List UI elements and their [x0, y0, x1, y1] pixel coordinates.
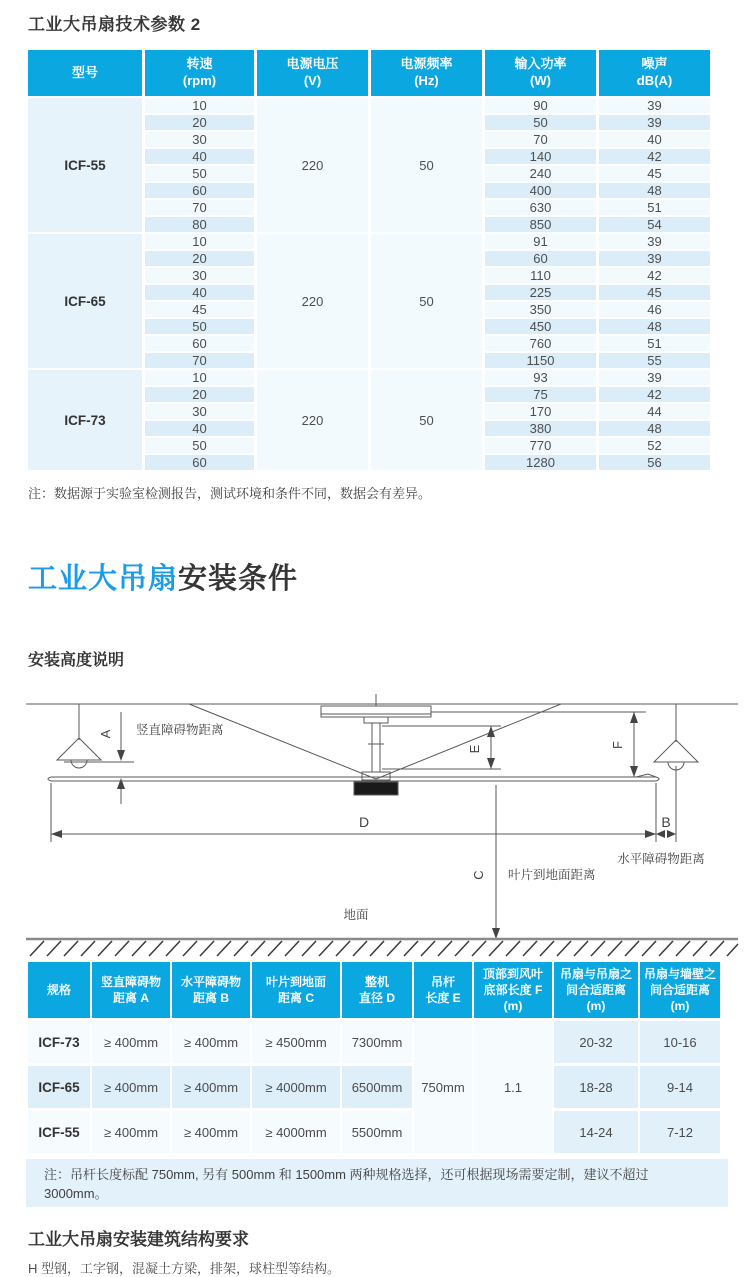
rpm-cell: 70: [145, 200, 254, 215]
input-power-cell: 110: [485, 268, 596, 283]
spec-column-header: 型号: [28, 50, 142, 96]
model-cell: ICF-65: [28, 234, 142, 368]
spec-column-header: 噪声 dB(A): [599, 50, 710, 96]
rpm-cell: 60: [145, 183, 254, 198]
vertical-obstacle-label: 竖直障碍物距离: [136, 723, 224, 737]
vertical-obstacle-cell: ≥ 400mm: [92, 1066, 170, 1108]
technical-parameters-table: [25, 48, 713, 472]
rpm-cell: 30: [145, 132, 254, 147]
installation-conditions-table: [26, 959, 722, 1156]
installation-height-diagram: [24, 682, 740, 959]
fan-to-wall-distance-cell: 7-12: [640, 1111, 720, 1153]
frequency-cell: 50: [371, 98, 482, 232]
fan-to-wall-distance-cell: 10-16: [640, 1021, 720, 1063]
noise-cell: 54: [599, 217, 710, 232]
blade-to-ground-cell: ≥ 4000mm: [252, 1066, 340, 1108]
frequency-cell: 50: [371, 370, 482, 470]
blade-to-ground-cell: ≥ 4500mm: [252, 1021, 340, 1063]
rpm-cell: 40: [145, 149, 254, 164]
install-column-header: 规格: [28, 962, 90, 1018]
page-title: 工业大吊扇技术参数 2: [28, 15, 201, 34]
rpm-cell: 20: [145, 115, 254, 130]
input-power-cell: 93: [485, 370, 596, 385]
rpm-cell: 70: [145, 353, 254, 368]
noise-cell: 42: [599, 387, 710, 402]
install-model-cell: ICF-73: [28, 1021, 90, 1063]
rpm-cell: 10: [145, 98, 254, 113]
rpm-cell: 50: [145, 166, 254, 181]
install-table-row: [28, 1066, 720, 1108]
noise-cell: 42: [599, 149, 710, 164]
input-power-cell: 760: [485, 336, 596, 351]
structure-requirements-body: H 型钢，工字钢，混凝土方梁，排架，球柱型等结构。: [28, 1261, 341, 1276]
noise-cell: 40: [599, 132, 710, 147]
blade-to-ground-cell: ≥ 4000mm: [252, 1111, 340, 1153]
noise-cell: 55: [599, 353, 710, 368]
frequency-cell: 50: [371, 234, 482, 368]
fan-to-fan-distance-cell: 14-24: [554, 1111, 638, 1153]
input-power-cell: 140: [485, 149, 596, 164]
input-power-cell: 1150: [485, 353, 596, 368]
input-power-cell: 400: [485, 183, 596, 198]
dim-label-e: E: [467, 744, 482, 754]
input-power-cell: 70: [485, 132, 596, 147]
rpm-cell: 60: [145, 455, 254, 470]
noise-cell: 42: [599, 268, 710, 283]
install-table-row: [28, 1111, 720, 1153]
rpm-cell: 30: [145, 404, 254, 419]
diameter-cell: 5500mm: [342, 1111, 412, 1153]
noise-cell: 45: [599, 285, 710, 300]
spec-table-row: [28, 234, 710, 249]
input-power-cell: 225: [485, 285, 596, 300]
input-power-cell: 240: [485, 166, 596, 181]
right-lamp-icon: [654, 740, 698, 762]
install-column-header: 吊扇与吊扇之 间合适距离 (m): [554, 962, 638, 1018]
installation-section-title: [28, 556, 726, 597]
blade-to-ground-label: 叶片到地面距离: [508, 868, 596, 882]
input-power-cell: 50: [485, 115, 596, 130]
structure-requirements-heading: 工业大吊扇安装建筑结构要求: [28, 1230, 249, 1249]
fan-to-fan-distance-cell: 18-28: [554, 1066, 638, 1108]
vertical-obstacle-cell: ≥ 400mm: [92, 1021, 170, 1063]
spec-column-header: 输入功率 (W): [485, 50, 596, 96]
spec-column-header: 电源电压 (V): [257, 50, 368, 96]
horizontal-obstacle-cell: ≥ 400mm: [172, 1111, 250, 1153]
install-column-header: 叶片到地面 距离 C: [252, 962, 340, 1018]
noise-cell: 39: [599, 251, 710, 266]
noise-cell: 48: [599, 183, 710, 198]
input-power-cell: 75: [485, 387, 596, 402]
noise-cell: 48: [599, 421, 710, 436]
install-model-cell: ICF-65: [28, 1066, 90, 1108]
input-power-cell: 380: [485, 421, 596, 436]
horizontal-obstacle-cell: ≥ 400mm: [172, 1066, 250, 1108]
ground-label: 地面: [343, 908, 369, 922]
rpm-cell: 10: [145, 234, 254, 249]
fan-to-wall-distance-cell: 9-14: [640, 1066, 720, 1108]
noise-cell: 51: [599, 336, 710, 351]
noise-cell: 39: [599, 115, 710, 130]
rpm-cell: 10: [145, 370, 254, 385]
rod-length-cell: 750mm: [414, 1021, 472, 1153]
install-column-header: 水平障碍物 距离 B: [172, 962, 250, 1018]
top-to-blade-cell: 1.1: [474, 1021, 552, 1153]
input-power-cell: 1280: [485, 455, 596, 470]
diameter-cell: 6500mm: [342, 1066, 412, 1108]
noise-cell: 56: [599, 455, 710, 470]
input-power-cell: 90: [485, 98, 596, 113]
noise-cell: 44: [599, 404, 710, 419]
install-note-text: 注：吊杆长度标配 750mm, 另有 500mm 和 1500mm 两种规格选择，还可根据现场需要定制，建议不超过 3000mm。: [44, 1167, 649, 1201]
rpm-cell: 20: [145, 387, 254, 402]
install-column-header: 整机 直径 D: [342, 962, 412, 1018]
install-column-header: 顶部到风叶 底部长度 F (m): [474, 962, 552, 1018]
rpm-cell: 40: [145, 421, 254, 436]
left-lamp-icon: [57, 738, 101, 760]
spec-column-header: 转速 (rpm): [145, 50, 254, 96]
rpm-cell: 80: [145, 217, 254, 232]
dim-label-c: C: [471, 870, 486, 880]
horizontal-obstacle-cell: ≥ 400mm: [172, 1021, 250, 1063]
voltage-cell: 220: [257, 370, 368, 470]
input-power-cell: 170: [485, 404, 596, 419]
diameter-cell: 7300mm: [342, 1021, 412, 1063]
model-cell: ICF-55: [28, 98, 142, 232]
rpm-cell: 30: [145, 268, 254, 283]
install-model-cell: ICF-55: [28, 1111, 90, 1153]
spec-column-header: 电源频率 (Hz): [371, 50, 482, 96]
dim-label-d: D: [358, 814, 370, 830]
noise-cell: 46: [599, 302, 710, 317]
rpm-cell: 50: [145, 319, 254, 334]
install-column-header: 吊扇与墙壁之 间合适距离 (m): [640, 962, 720, 1018]
input-power-cell: 60: [485, 251, 596, 266]
input-power-cell: 850: [485, 217, 596, 232]
fan-motor: [354, 782, 398, 795]
spec-table-header-row: [28, 50, 710, 96]
ground-hatching: [30, 941, 738, 956]
model-cell: ICF-73: [28, 370, 142, 470]
noise-cell: 45: [599, 166, 710, 181]
noise-cell: 39: [599, 234, 710, 249]
install-column-header: 吊杆 长度 E: [414, 962, 472, 1018]
input-power-cell: 770: [485, 438, 596, 453]
noise-cell: 48: [599, 319, 710, 334]
install-table-row: [28, 1021, 720, 1063]
noise-cell: 39: [599, 98, 710, 113]
install-table-note: [26, 1159, 728, 1207]
section-title-brand: 工业大吊扇: [28, 563, 179, 595]
rpm-cell: 20: [145, 251, 254, 266]
spec-table-note: 注：数据源于实验室检测报告，测试环境和条件不同，数据会有差异。: [28, 486, 432, 501]
install-table-header-row: [28, 962, 720, 1018]
rpm-cell: 40: [145, 285, 254, 300]
input-power-cell: 630: [485, 200, 596, 215]
input-power-cell: 350: [485, 302, 596, 317]
dim-label-a: A: [98, 729, 113, 739]
rpm-cell: 60: [145, 336, 254, 351]
install-column-header: 竖直障碍物 距离 A: [92, 962, 170, 1018]
voltage-cell: 220: [257, 234, 368, 368]
rpm-cell: 45: [145, 302, 254, 317]
vertical-obstacle-cell: ≥ 400mm: [92, 1111, 170, 1153]
section-title-rest: 安装条件: [178, 563, 299, 595]
input-power-cell: 450: [485, 319, 596, 334]
install-height-heading: 安装高度说明: [28, 652, 125, 669]
dim-label-b: B: [661, 814, 671, 830]
fan-to-fan-distance-cell: 20-32: [554, 1021, 638, 1063]
noise-cell: 51: [599, 200, 710, 215]
horizontal-obstacle-label: 水平障碍物距离: [617, 852, 705, 866]
noise-cell: 52: [599, 438, 710, 453]
rpm-cell: 50: [145, 438, 254, 453]
voltage-cell: 220: [257, 98, 368, 232]
noise-cell: 39: [599, 370, 710, 385]
dim-label-f: F: [610, 741, 625, 749]
spec-table-row: [28, 98, 710, 113]
input-power-cell: 91: [485, 234, 596, 249]
spec-table-row: [28, 370, 710, 385]
